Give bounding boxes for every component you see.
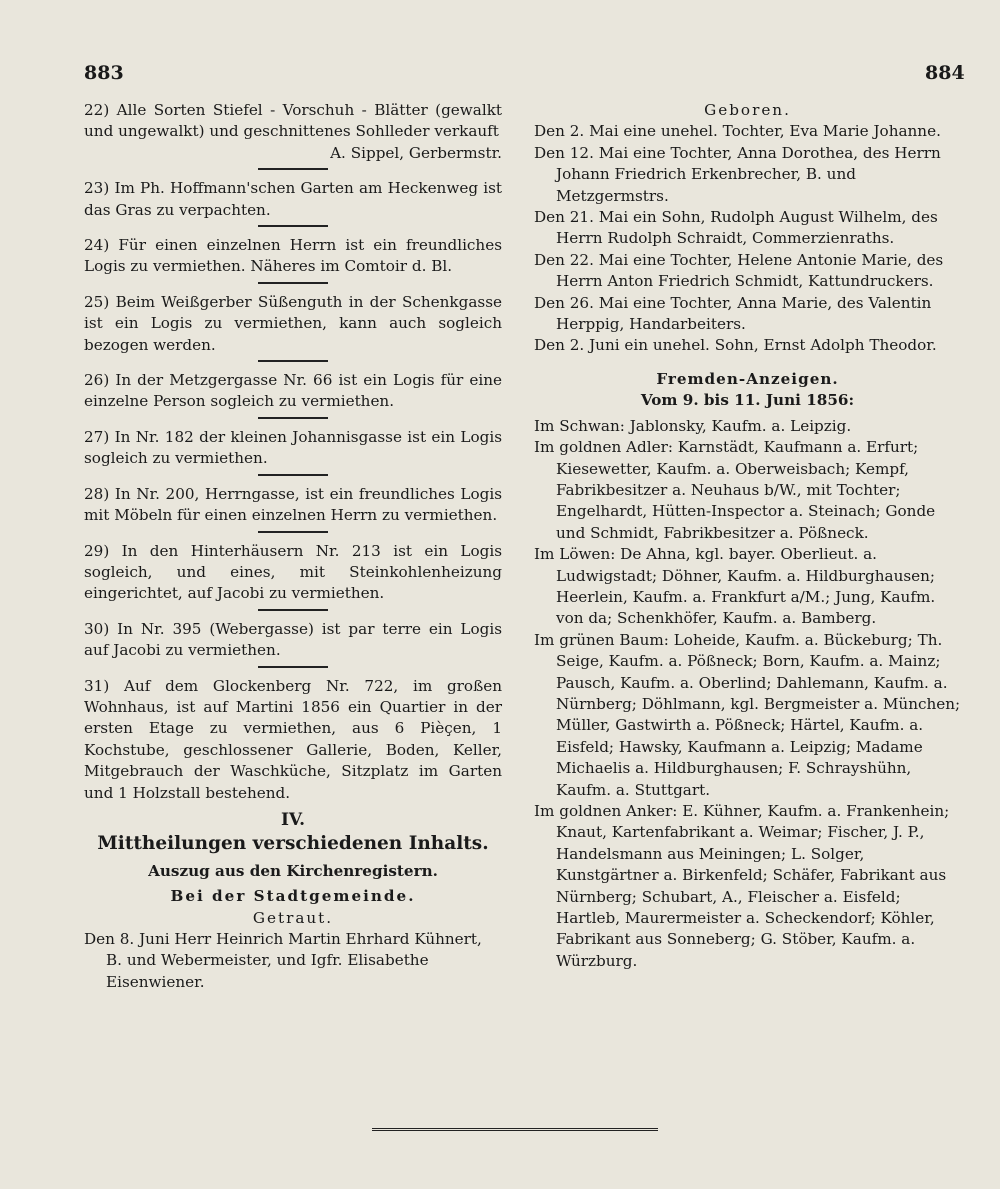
section-number: IV. — [280, 809, 306, 830]
community-heading: Bei der Stadtgemeinde. — [170, 887, 416, 906]
notice-25: 25) Beim Weißgerber Süßenguth in der Schenkgasse ist ein Logis zu vermiethen, kann auch sogleich bezogen werden. — [84, 292, 502, 354]
notice-26: 26) In der Metzgergasse Nr. 66 ist ein Logis für eine einzelne Person sogleich zu vermiethen. — [84, 371, 502, 411]
notice-30: 30) In Nr. 395 (Webergasse) ist par terre ein Logis auf Jacobi zu vermiethen. — [84, 619, 502, 660]
guest-entry: Im goldnen Adler: Karnstädt, Kaufmann a. Erfurt; Kiesewetter, Kaufm. a. Oberweisbach; Kempf, Fabrikbesitzer a. Neuhaus b/W., mit Tochter; Engelhardt, Hütten-Inspector a. Steinach; Gonde und Schmidt, Fabrikbesitzer a. Pößneck. — [534, 438, 936, 542]
divider — [258, 474, 328, 476]
section-title: Mittheilungen verschiedenen Inhalts. — [97, 833, 489, 855]
birth-entry: Den 2. Juni ein unehel. Sohn, Ernst Adolph Theodor. — [534, 336, 937, 355]
notice-23: 23) Im Ph. Hoffmann'schen Garten am Heckenweg ist das Gras zu verpachten. — [84, 179, 502, 219]
church-register-subtitle: Auszug aus den Kirchenregistern. — [148, 861, 438, 880]
birth-entry: Den 26. Mai eine Tochter, Anna Marie, des Valentin Herppig, Handarbeiters. — [534, 293, 932, 334]
divider — [258, 282, 328, 284]
notice-24: 24) Für einen einzelnen Herrn ist ein freundliches Logis zu vermiethen. Näheres im Comtoir d. Bl. — [84, 236, 502, 276]
notice-signature: A. Sippel, Gerbermstr. — [330, 143, 502, 162]
notice-31: 31) Auf dem Glockenberg Nr. 722, im großen Wohnhaus, ist auf Martini 1856 ein Quartier in der ersten Etage zu vermiethen, aus 6 Pièçen, 1 Kochstube, geschlossener Gallerie, Boden, Keller, Mitgebrauch der Waschküche, Sitzplatz im Garten und 1 Holzstall bestehend. — [84, 676, 502, 802]
guest-list-heading: Fremden-Anzeigen. — [656, 369, 839, 388]
birth-entry: Den 12. Mai eine Tochter, Anna Dorothea, des Herrn Johann Friedrich Erkenbrecher, B. und Metzgermstrs. — [534, 143, 941, 205]
guest-list-date-range: Vom 9. bis 11. Juni 1856: — [640, 391, 855, 410]
birth-entry: Den 21. Mai ein Sohn, Rudolph August Wilhelm, des Herrn Rudolph Schraidt, Commerzienraths. — [534, 208, 938, 248]
page-number-left: 883 — [84, 62, 124, 84]
divider — [258, 168, 328, 170]
right-column — [534, 100, 961, 972]
notice-27: 27) In Nr. 182 der kleinen Johannisgasse ist ein Logis sogleich zu vermiethen. — [84, 427, 502, 468]
married-heading: Getraut. — [252, 908, 334, 927]
notice-22 — [84, 100, 502, 164]
divider — [258, 531, 328, 533]
notice-text: 22) Alle Sorten Stiefel - Vorschuh - Blätter (gewalkt und ungewalkt) und geschnittenes Sohlleder verkauft — [84, 101, 502, 141]
guest-entry: Im grünen Baum: Loheide, Kaufm. a. Bückeburg; Th. Seige, Kaufm. a. Pößneck; Born, Kaufm. a. Mainz; Pausch, Kaufm. a. Oberlind; Dahlemann, Kaufm. a. Nürnberg; Döhlmann, kgl. Bergmeister a. München; Müller, Gastwirth a. Pößneck; Härtel, Kaufm. a. Eisfeld; Hawsky, Kaufmann a. Leipzig; Madame Michaelis a. Hildburghausen; F. Schrayshühn, Kaufm. a. Stuttgart. — [534, 630, 961, 799]
born-heading: Geboren. — [704, 101, 791, 119]
notice-29: 29) In den Hinterhäusern Nr. 213 ist ein Logis sogleich, und eines, mit Steinkohlenheizung eingerichtet, auf Jacobi zu vermiethen. — [84, 541, 502, 603]
page-number-right: 884 — [925, 62, 965, 84]
divider — [258, 225, 328, 227]
birth-entry: Den 22. Mai eine Tochter, Helene Antonie Marie, des Herrn Anton Friedrich Schmidt, Kattundruckers. — [534, 250, 944, 291]
guest-entry: Im goldnen Anker: E. Kühner, Kaufm. a. Frankenhein; Knaut, Kartenfabrikant a. Weimar; Fischer, J. P., Handelsmann aus Meiningen; L. Solger, Kunstgärtner a. Birkenfeld; Schäfer, Fabrikant aus Nürnberg; Schubart, A., Fleischer a. Eisfeld; Hartleb, Maurermeister a. Scheckendorf; Köhler, Fabrikant aus Sonneberg; G. Stöber, Kaufm. a. Würzburg. — [534, 802, 950, 970]
notice-28: 28) In Nr. 200, Herrngasse, ist ein freundliches Logis mit Möbeln für einen einzelnen Herrn zu vermiethen. — [84, 484, 502, 525]
divider — [258, 360, 328, 362]
divider — [258, 417, 328, 419]
divider — [258, 666, 328, 668]
birth-entry: Den 2. Mai eine unehel. Tochter, Eva Marie Johanne. — [534, 122, 941, 141]
married-entry: Den 8. Juni Herr Heinrich Martin Ehrhard Kühnert, B. und Webermeister, und Igfr. Elisabethe Eisenwiener. — [84, 930, 482, 991]
left-column — [84, 100, 502, 993]
divider — [258, 609, 328, 611]
bottom-rule — [372, 1128, 658, 1131]
guest-entry: Im Löwen: De Ahna, kgl. bayer. Oberlieut. a. Ludwigstadt; Döhner, Kaufm. a. Hildburghausen; Heerlein, Kaufm. a. Frankfurt a/M.; Jung, Kaufm. von da; Schenkhöfer, Kaufm. a. Bamberg. — [534, 545, 936, 628]
guest-entry: Im Schwan: Jablonsky, Kaufm. a. Leipzig. — [534, 416, 852, 435]
